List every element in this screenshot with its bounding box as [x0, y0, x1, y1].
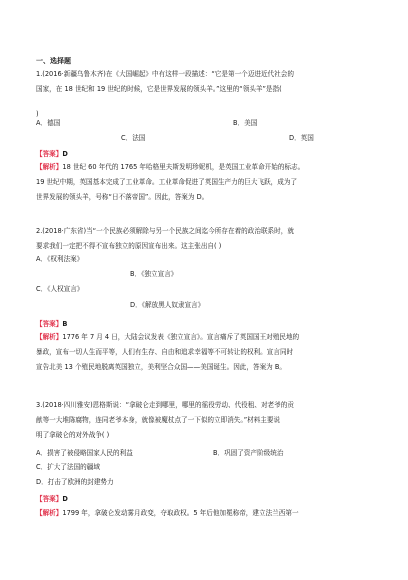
answer-value: D [62, 150, 68, 158]
question-stem-line: 1.(2016·新疆乌鲁木齐)在《大国崛起》中有这样一段描述：“它是第一个迈进近代社会的 [36, 70, 294, 78]
analysis-tag: 【解析】 [36, 509, 63, 517]
answer-row [36, 150, 68, 159]
option-a: A．德国 [36, 119, 61, 127]
question-stem-line: 要求我们一定把不得不宣布独立的原因宣布出来。这主张出自( ) [36, 241, 222, 250]
option-b: B．美国 [233, 119, 258, 127]
answer-tag: 【答案】 [36, 495, 63, 503]
analysis-tag: 【解析】 [36, 333, 63, 341]
analysis-line: 【解析】1776 年 7 月 4 日，大陆会议发表《独立宣言》。宣言痛斥了英国国王对殖民地的 [36, 333, 300, 341]
analysis-1 [36, 163, 374, 202]
answer-value: B [62, 320, 68, 328]
answer-row [36, 320, 67, 329]
analysis-line: 19 世纪中期，英国基本完成了工业革命。工业革命促进了英国生产力的巨大飞跃，成为了 [36, 177, 298, 186]
answer-row [36, 495, 68, 504]
analysis-tag: 【解析】 [36, 163, 63, 171]
section-title: 一、选择题 [36, 57, 71, 65]
option-d: D．《解放黑人奴隶宣言》 [130, 301, 205, 309]
analysis-line: 世界发展的领头羊，号称“日不落帝国”。因此，答案为 D。 [36, 192, 209, 201]
question-1 [36, 70, 374, 94]
analysis-line: 【解析】1799 年，拿破仑发动雾月政变，夺取政权。5 年后他加冕称帝，建立法兰西第一 [36, 509, 299, 517]
question-stem-line: 3.(2018·四川雅安)恩格斯说：“拿破仑走到哪里，哪里的徭役劳动、代役租、对老爷的贡 [36, 401, 294, 409]
analysis-line: 宣告北美 13 个殖民地脱离英国独立，美利坚合众国——美国诞生。因此，答案为 B。 [36, 362, 286, 371]
analysis-line: 暴政，宣布一切人生而平等，人们有生存、自由和追求幸福等不可转让的权利。宣言同时 [36, 347, 294, 356]
option-c: C．扩大了法国的疆域 [36, 463, 100, 471]
answer-value: D [62, 495, 68, 503]
question-stem-line: 国家，在 18 世纪和 19 世纪的时候，它是世界发展的领头羊。”这里的“领头羊”是指( [36, 84, 282, 93]
question-stem-line: 明了拿破仑的对外战争( ) [36, 430, 110, 439]
question-stem-line: 献等一大堆陈腐物，连同老爷本身，就像被魔杖点了一下似的立即消失。”材料主要说 [36, 415, 281, 424]
question-2 [36, 227, 374, 251]
analysis-2 [36, 333, 374, 372]
analysis-3 [36, 509, 374, 518]
question-stem-line: ) [36, 110, 39, 118]
option-a: A．《权利法案》 [36, 255, 84, 263]
option-c: C．法国 [121, 134, 146, 142]
option-b: B．巩固了资产阶级统治 [213, 449, 284, 457]
question-3 [36, 401, 374, 440]
answer-tag: 【答案】 [36, 150, 63, 158]
analysis-line: 【解析】18 世纪 60 年代的 1765 年哈格里夫斯发明珍妮机，是英国工业革命开始的标志。 [36, 163, 305, 171]
option-c: C．《人权宣言》 [36, 285, 84, 293]
option-a: A．损害了被侵略国家人民的利益 [36, 449, 133, 457]
option-d: D．英国 [289, 134, 314, 142]
option-d: D．打击了欧洲的封建势力 [36, 478, 114, 486]
question-stem-line: 2.(2018·广东省)当“一个民族必须解除与另一个民族之间迄今所存在着的政治联系时，就 [36, 227, 294, 235]
option-b: B．《独立宣言》 [130, 270, 178, 278]
answer-tag: 【答案】 [36, 320, 63, 328]
